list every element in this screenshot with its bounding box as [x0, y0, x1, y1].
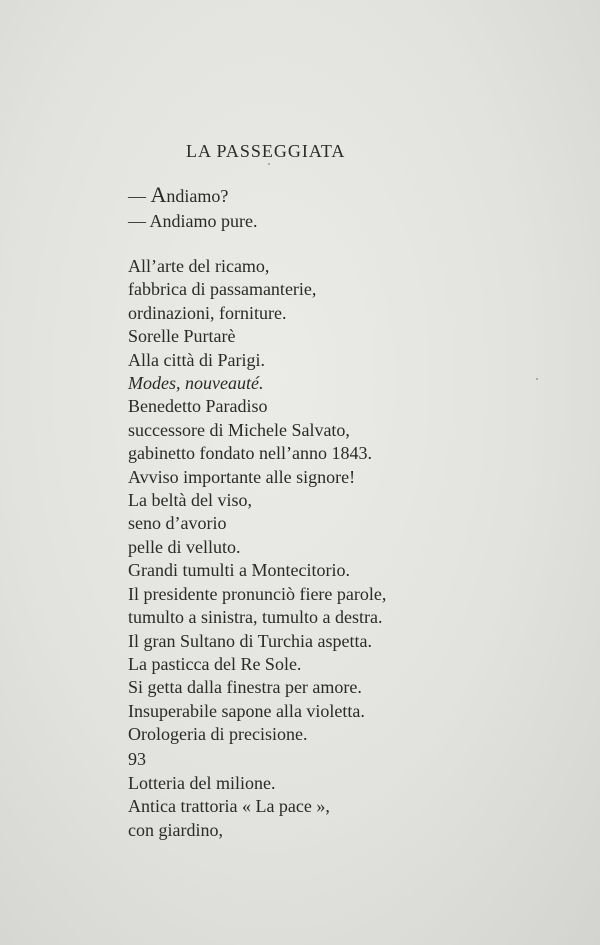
dialogue-line-2: — Andiamo pure.	[128, 211, 258, 231]
poem-line: con giardino,	[128, 819, 223, 840]
poem-title: LA PASSEGGIATA	[186, 141, 346, 161]
poem-line: La beltà del viso,	[128, 490, 252, 511]
poem-line: gabinetto fondato nell’anno 1843.	[128, 443, 372, 464]
paper-speck	[536, 378, 538, 380]
poem-line: La pasticca del Re Sole.	[128, 653, 302, 674]
poem-line: Avviso importante alle signore!	[128, 466, 356, 487]
poem-line: Lotteria del milione.	[128, 772, 276, 793]
poem-line: tumulto a sinistra, tumulto a destra.	[128, 607, 383, 628]
page-number: 93	[128, 748, 146, 769]
dialogue	[128, 182, 258, 234]
poem-line: Benedetto Paradiso	[128, 396, 268, 417]
poem-line: Il presidente pronunciò fiere parole,	[128, 583, 387, 604]
dialogue-line-1: — Andiamo?	[128, 182, 229, 207]
poem-line: Grandi tumulti a Montecitorio.	[128, 560, 350, 581]
poem-line: pelle di velluto.	[128, 536, 241, 557]
poem-line: Sorelle Purtarè	[128, 326, 236, 347]
poem-line: fabbrica di passamanterie,	[128, 279, 317, 300]
poem-body	[128, 255, 386, 842]
poem-line: Il gran Sultano di Turchia aspetta.	[128, 630, 372, 651]
poem-line: Insuperabile sapone alla violetta.	[128, 700, 365, 721]
poem-line: Modes, nouveauté.	[128, 373, 264, 394]
poem-line: Antica trattoria « La pace »,	[128, 796, 330, 817]
poem-line: Orologeria di precisione.	[128, 724, 308, 745]
poem-line: ordinazioni, forniture.	[128, 302, 287, 323]
poem-line: seno d’avorio	[128, 513, 227, 534]
poem-line: Alla città di Parigi.	[128, 349, 265, 370]
paper-speck	[268, 163, 270, 165]
poem-line: successore di Michele Salvato,	[128, 419, 350, 440]
poem-line: Si getta dalla finestra per amore.	[128, 677, 362, 698]
poem-line: All’arte del ricamo,	[128, 256, 270, 276]
